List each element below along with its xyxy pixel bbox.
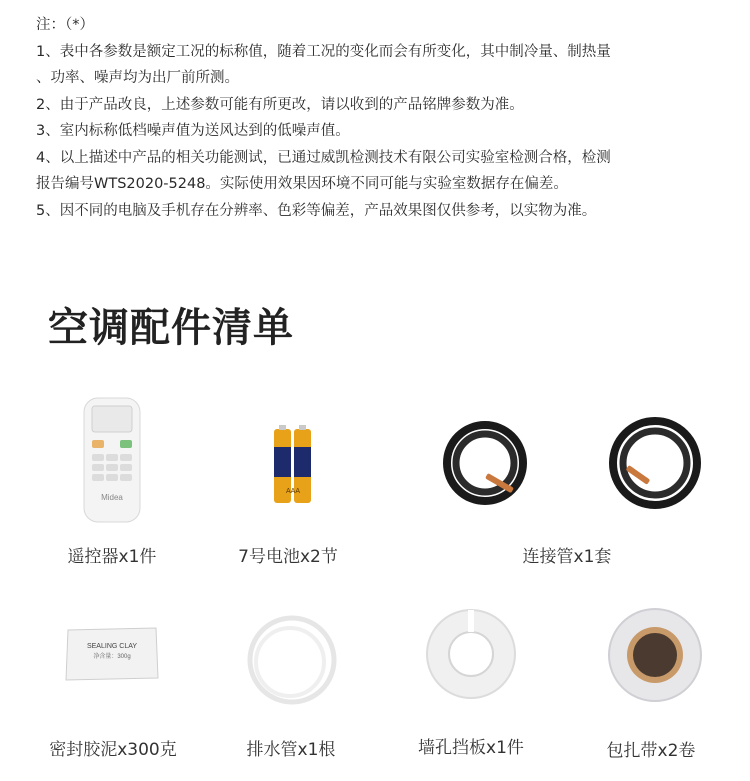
note-line: 4、以上描述中产品的相关功能测试，已通过威凯检测技术有限公司实验室检测合格，检测: [36, 149, 611, 166]
wrapping-tape-image: [606, 606, 704, 704]
note-line: 1、表中各参数是额定工况的标称值，随着工况的变化而会有所变化，其中制冷量、制热量: [36, 43, 611, 60]
remote-control-image: [82, 396, 142, 524]
item-label-pipe: 连接管x1套: [522, 547, 612, 567]
wall-plate-image: [425, 608, 517, 700]
item-label-remote: 遥控器x1件: [67, 547, 157, 567]
section-title: 空调配件清单: [48, 305, 294, 351]
sealing-clay-text: SEALING CLAY: [86, 643, 138, 650]
note-line: 报告编号WTS2020-5248。实际使用效果因环境不同可能与实验室数据存在偏差。: [36, 176, 568, 192]
note-line: 3、室内标称低档噪声值为送风达到的低噪声值。: [36, 123, 350, 139]
note-line: 5、因不同的电脑及手机存在分辨率、色彩等偏差，产品效果图仅供参考，以实物为准。: [36, 202, 597, 219]
notes-block: [36, 12, 726, 224]
battery-image: [272, 425, 314, 505]
item-label-tape: 包扎带x2卷: [606, 741, 696, 761]
pipe-coil-image: [440, 415, 530, 510]
note-line: 、功率、噪声均为出厂前所测。: [36, 70, 239, 86]
item-label-clay: 密封胶泥x300克: [49, 740, 177, 760]
battery-mark: AAA: [285, 488, 301, 495]
drain-hose-image: [244, 612, 340, 708]
item-label-wall-plate: 墙孔挡板x1件: [418, 738, 524, 758]
sealing-clay-image: [62, 624, 162, 684]
note-line: 2、由于产品改良，上述参数可能有所更改，请以收到的产品铭牌参数为准。: [36, 96, 524, 113]
pipe-coil-image: [605, 413, 705, 513]
remote-brand: Midea: [101, 493, 123, 502]
sealing-clay-sub: 净含量：300g: [93, 654, 131, 660]
item-label-drain: 排水管x1根: [246, 740, 336, 760]
item-label-battery: 7号电池x2节: [238, 547, 338, 567]
notes-heading: 注：（*）: [36, 17, 94, 33]
